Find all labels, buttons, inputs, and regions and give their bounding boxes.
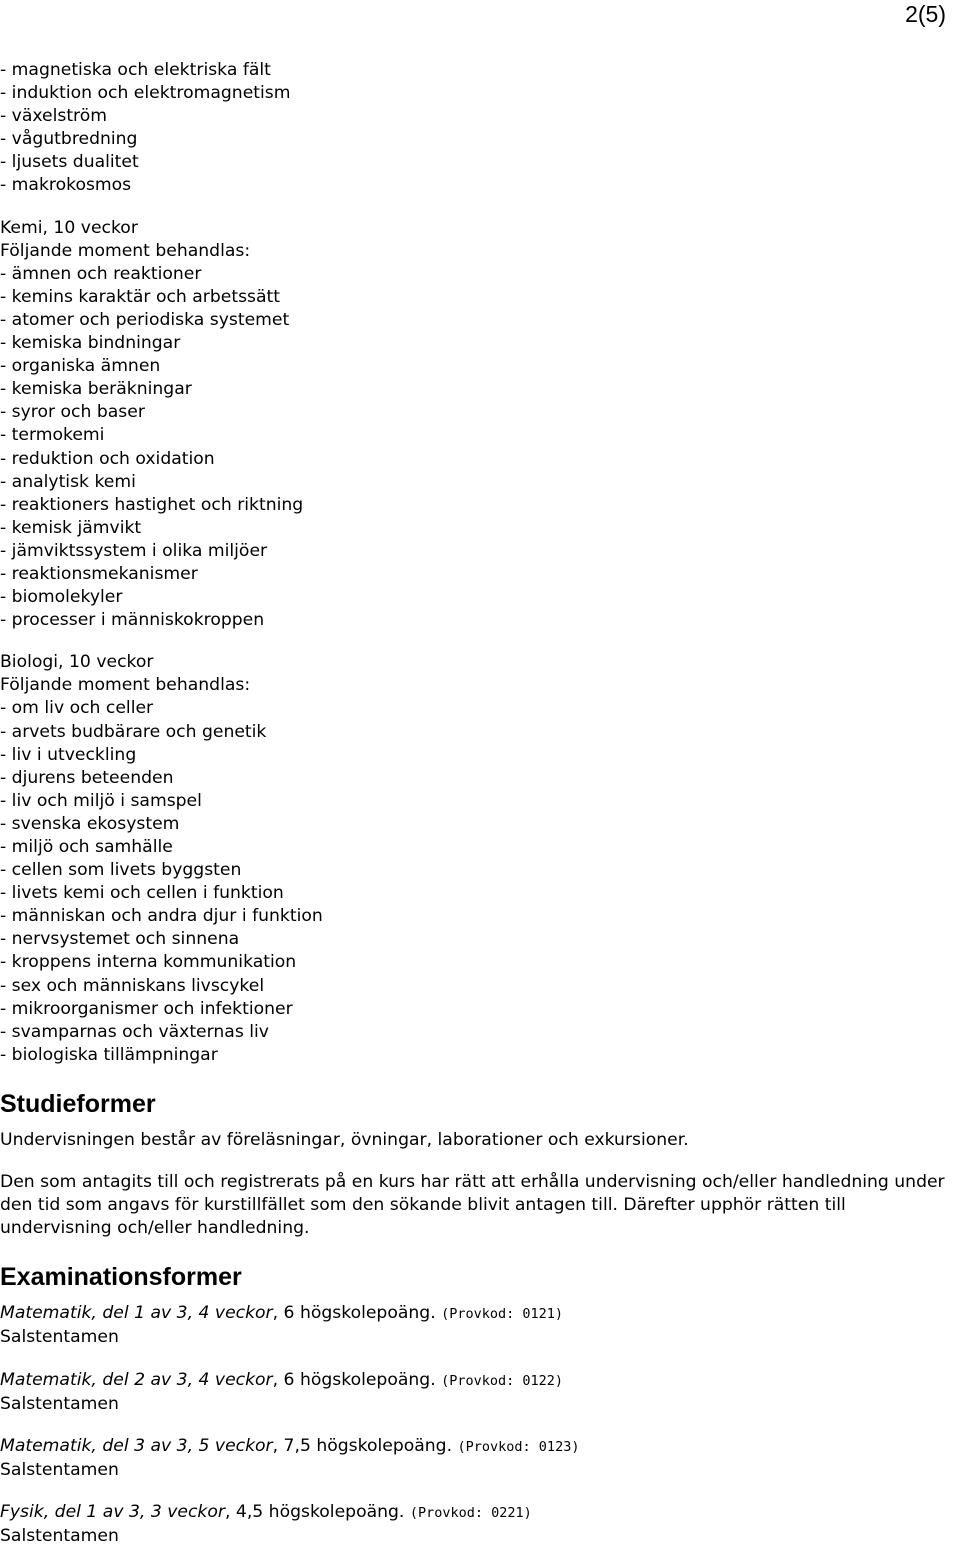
list-item: - människan och andra djur i funktion	[0, 906, 323, 927]
document-body	[0, 59, 958, 1567]
examinationsformer-section	[0, 1262, 958, 1548]
list-item: - kroppens interna kommunikation	[0, 952, 297, 973]
list-item: - liv och miljö i samspel	[0, 790, 202, 811]
biologi-section	[0, 651, 958, 1067]
list-item: - livets kemi och cellen i funktion	[0, 883, 284, 904]
exam-credits: , 6 högskolepoäng.	[272, 1303, 436, 1324]
exam-form: Salstentamen	[0, 1525, 119, 1546]
section-heading: Examinationsformer	[0, 1263, 242, 1292]
exam-credits: , 7,5 högskolepoäng.	[272, 1435, 453, 1456]
list-item: - sex och människans livscykel	[0, 975, 265, 996]
list-item: - djurens beteenden	[0, 767, 174, 788]
exam-title: Matematik, del 1 av 3, 4 veckor	[0, 1303, 273, 1324]
list-item: - jämviktssystem i olika miljöer	[0, 540, 268, 561]
exam-credits: , 4,5 högskolepoäng.	[224, 1501, 405, 1522]
section-heading: Studieformer	[0, 1089, 156, 1118]
list-item: - magnetiska och elektriska fält	[0, 60, 271, 80]
list-item: - processer i människokroppen	[0, 610, 265, 631]
exam-code: (Provkod: 0221)	[409, 1504, 532, 1521]
exam-credits: , 6 högskolepoäng.	[272, 1369, 436, 1390]
exam-title: Matematik, del 3 av 3, 5 veckor	[0, 1435, 273, 1456]
exam-code: (Provkod: 0121)	[441, 1306, 564, 1323]
list-item: - cellen som livets byggsten	[0, 860, 242, 881]
page-number: 2(5)	[905, 1, 946, 27]
kemi-section	[0, 217, 958, 633]
list-item: - reaktionsmekanismer	[0, 563, 198, 584]
exam-title: Fysik, del 1 av 3, 3 veckor	[0, 1501, 225, 1522]
list-item: - kemisk jämvikt	[0, 517, 142, 538]
section-intro: Följande moment behandlas:	[0, 240, 251, 261]
exam-item	[0, 1501, 958, 1548]
list-item: - nervsystemet och sinnena	[0, 929, 240, 950]
exam-item	[0, 1302, 958, 1349]
list-item: - organiska ämnen	[0, 356, 161, 377]
exam-code: (Provkod: 0123)	[457, 1438, 580, 1455]
paragraph: Den som antagits till och registrerats på en kurs har rätt att erhålla undervisning och/eller handledning under den tid som angavs för kurstillfället som den sökande blivit antagen till. Därefter upphör rätten till undervisning och/eller handledning.	[0, 1172, 945, 1239]
list-item: - kemins karaktär och arbetssätt	[0, 286, 281, 307]
list-item: - växelström	[0, 106, 108, 127]
list-item: - makrokosmos	[0, 175, 132, 196]
section-title: Kemi, 10 veckor	[0, 217, 138, 238]
exam-title: Matematik, del 2 av 3, 4 veckor	[0, 1369, 273, 1390]
list-item: - biomolekyler	[0, 587, 123, 608]
list-item: - mikroorganismer och infektioner	[0, 998, 293, 1019]
list-item: - reaktioners hastighet och riktning	[0, 494, 304, 515]
exam-item	[0, 1435, 958, 1482]
list-item: - analytisk kemi	[0, 471, 136, 492]
section-intro: Följande moment behandlas:	[0, 675, 251, 696]
list-item: - induktion och elektromagnetism	[0, 83, 291, 104]
list-item: - ljusets dualitet	[0, 152, 139, 173]
list-item: - atomer och periodiska systemet	[0, 309, 290, 330]
list-item: - kemiska bindningar	[0, 333, 181, 354]
list-item: - miljö och samhälle	[0, 837, 173, 857]
exam-form: Salstentamen	[0, 1327, 119, 1348]
list-item: - kemiska beräkningar	[0, 379, 192, 400]
studieformer-section	[0, 1089, 958, 1240]
list-item: - svamparnas och växternas liv	[0, 1021, 269, 1042]
exam-form: Salstentamen	[0, 1393, 119, 1414]
list-item: - svenska ekosystem	[0, 813, 180, 834]
list-item: - om liv och celler	[0, 698, 154, 719]
section-title: Biologi, 10 veckor	[0, 652, 154, 673]
list-item: - reduktion och oxidation	[0, 448, 215, 469]
exam-form: Salstentamen	[0, 1459, 119, 1480]
list-item: - termokemi	[0, 425, 105, 446]
paragraph: Undervisningen består av föreläsningar, övningar, laborationer och exkursioner.	[0, 1129, 689, 1150]
exam-item	[0, 1369, 958, 1416]
list-item: - syror och baser	[0, 402, 145, 423]
list-item: - arvets budbärare och genetik	[0, 721, 267, 742]
list-item: - biologiska tillämpningar	[0, 1044, 218, 1065]
list-item: - ämnen och reaktioner	[0, 263, 202, 284]
fysik-list	[0, 59, 958, 198]
list-item: - liv i utveckling	[0, 744, 137, 765]
list-item: - vågutbredning	[0, 129, 138, 150]
exam-code: (Provkod: 0122)	[441, 1372, 564, 1389]
